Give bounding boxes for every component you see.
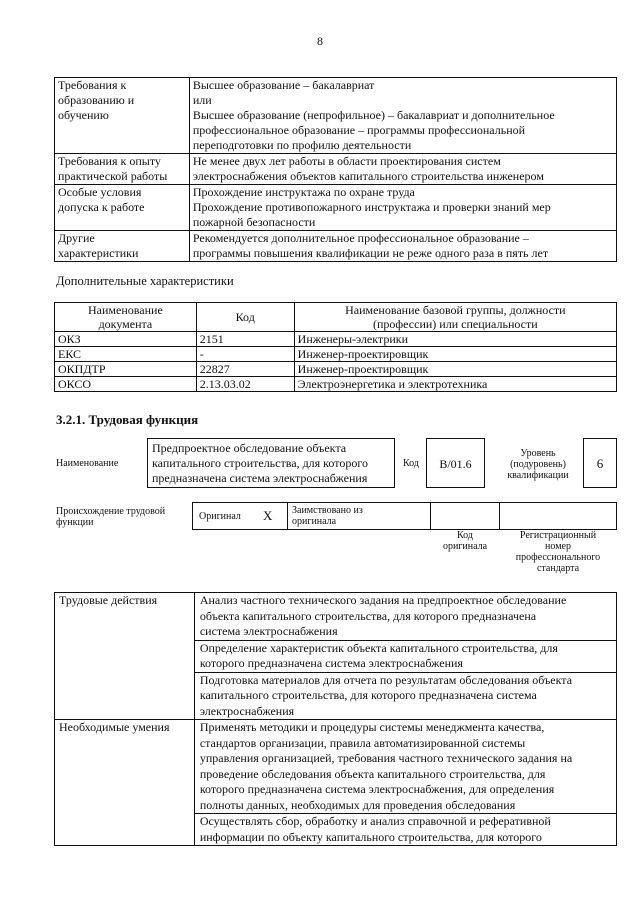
requirement-value-line: Рекомендуется дополнительное профессиональное образование – bbox=[192, 231, 529, 245]
work-skill-line: стандартов организации, правила автоматизированной системы bbox=[199, 735, 526, 750]
requirement-label-line: Требования к опыту bbox=[58, 154, 161, 168]
table-cell: 2.13.03.02 bbox=[196, 377, 294, 392]
work-skill-line: проведение обследования объекта капитального строительства, для bbox=[199, 766, 546, 781]
skills-label: Необходимые умения bbox=[55, 720, 195, 846]
table-cell: - bbox=[196, 347, 294, 362]
work-action-line: система электроснабжения bbox=[199, 624, 338, 638]
work-skill bbox=[194, 720, 616, 814]
table-row bbox=[55, 720, 617, 814]
work-action bbox=[194, 593, 616, 641]
requirement-value bbox=[189, 78, 616, 154]
additional-table bbox=[54, 302, 617, 392]
table-cell: 2151 bbox=[196, 332, 294, 347]
table-header-row bbox=[55, 303, 617, 332]
requirement-label-line: образованию и bbox=[58, 93, 135, 107]
origin-label-line: функции bbox=[56, 517, 94, 528]
work-skill-line: Применять методики и процедуры системы менеджмента качества, bbox=[199, 720, 545, 734]
origin-original-label: Оригинал bbox=[199, 511, 241, 522]
function-code-label: Код bbox=[403, 458, 419, 469]
table-cell: ЕКС bbox=[55, 347, 197, 362]
table-cell: Инженеры-электрики bbox=[294, 332, 616, 347]
work-skill bbox=[194, 814, 616, 846]
origin-original-mark: X bbox=[263, 508, 273, 523]
table-cell: Электроэнергетика и электротехника bbox=[294, 377, 616, 392]
origin-reg-caption-line: стандарта bbox=[536, 563, 580, 574]
origin-borrowed-line: Заимствовано из bbox=[292, 505, 363, 516]
function-name-box bbox=[147, 438, 395, 488]
column-header-line: Наименование базовой группы, должности bbox=[345, 303, 566, 317]
table-row bbox=[55, 231, 617, 262]
table-row bbox=[55, 78, 617, 154]
requirement-value-line: Прохождение инструктажа по охране труда bbox=[192, 185, 415, 199]
requirements-table bbox=[54, 77, 617, 262]
work-skill-line: управления организацией, требования частного технического задания на bbox=[199, 751, 573, 765]
column-header bbox=[294, 303, 616, 332]
requirement-value-line: пожарной безопасности bbox=[192, 215, 316, 229]
function-code-box bbox=[426, 438, 485, 488]
table-row bbox=[55, 377, 617, 392]
origin-original-box bbox=[192, 502, 288, 530]
actions-label: Трудовые действия bbox=[55, 593, 195, 720]
work-action-line: Анализ частного технического задания на предпроектное обследование bbox=[199, 593, 567, 607]
function-name-line: капитального строительства, для которого bbox=[152, 456, 368, 470]
origin-borrowed-box bbox=[287, 502, 431, 530]
origin-code-box bbox=[430, 502, 500, 530]
work-action bbox=[194, 640, 616, 672]
work-action-line: Подготовка материалов для отчета по результатам обследования объекта bbox=[199, 672, 573, 687]
requirement-value-line: Прохождение противопожарного инструктажа и проверки знаний мер bbox=[192, 200, 551, 214]
origin-label-line: Происхождение трудовой bbox=[56, 506, 166, 517]
requirement-label-line: характеристики bbox=[58, 246, 139, 260]
requirement-label bbox=[55, 154, 190, 185]
level-label bbox=[498, 448, 578, 481]
requirement-value bbox=[189, 154, 616, 185]
level-label-line: квалификации bbox=[507, 470, 569, 481]
requirement-value bbox=[189, 231, 616, 262]
work-action-line: Определение характеристик объекта капитального строительства, для bbox=[199, 640, 558, 655]
origin-reg-caption bbox=[499, 530, 617, 574]
column-header-line: Наименование bbox=[88, 303, 163, 317]
table-cell: ОКЗ bbox=[55, 332, 197, 347]
function-name-label: Наименование bbox=[56, 458, 119, 469]
additional-title: Дополнительные характеристики bbox=[56, 274, 234, 288]
page-number: 8 bbox=[317, 34, 323, 48]
table-cell: ОКСО bbox=[55, 377, 197, 392]
level-label-line: Уровень bbox=[520, 448, 556, 459]
requirement-value-line: Высшее образование (непрофильное) – бакалавриат и дополнительное bbox=[192, 108, 555, 122]
origin-code-caption bbox=[430, 530, 500, 552]
table-row bbox=[55, 362, 617, 377]
table-row bbox=[55, 185, 617, 231]
column-header bbox=[196, 303, 294, 332]
requirement-label bbox=[55, 231, 190, 262]
requirement-label-line: Особые условия bbox=[58, 185, 142, 199]
table-cell: ОКПДТР bbox=[55, 362, 197, 377]
requirement-label-line: Требования к bbox=[58, 78, 127, 92]
origin-reg-caption-line: Регистрационный bbox=[519, 530, 597, 541]
table-cell: Инженер-проектировщик bbox=[294, 362, 616, 377]
requirement-label-line: допуска к работе bbox=[58, 200, 145, 214]
origin-borrowed-line: оригинала bbox=[292, 516, 337, 527]
requirement-value-line: Высшее образование – бакалавриат bbox=[192, 78, 375, 92]
work-action-line: которого предназначена система электроснабжения bbox=[199, 656, 463, 670]
column-header-line: (профессии) или специальности bbox=[372, 317, 538, 331]
table-cell: Инженер-проектировщик bbox=[294, 347, 616, 362]
origin-code-caption-line: Код bbox=[457, 530, 473, 541]
requirement-label-line: обучению bbox=[58, 108, 109, 122]
section-title: 3.2.1. Трудовая функция bbox=[56, 412, 199, 427]
requirement-value-line: программы повышения квалификации не реже одного раза в пять лет bbox=[192, 246, 549, 260]
table-cell: 22827 bbox=[196, 362, 294, 377]
requirement-label bbox=[55, 185, 190, 231]
work-skill-line: Осуществлять сбор, обработку и анализ справочной и реферативной bbox=[199, 814, 551, 828]
requirement-value bbox=[189, 185, 616, 231]
column-header-line: документа bbox=[98, 317, 153, 331]
requirement-value-line: профессиональное образование – программы профессиональной bbox=[192, 123, 526, 137]
table-row bbox=[55, 332, 617, 347]
requirement-label bbox=[55, 78, 190, 154]
work-skill-line: полноты данных, необходимых для проведения обследования bbox=[199, 797, 516, 812]
requirement-value-line: или bbox=[192, 93, 212, 107]
work-action bbox=[194, 672, 616, 720]
requirement-value-line: электроснабжения объектов капитального строительства инженером bbox=[192, 169, 544, 183]
table-row bbox=[55, 347, 617, 362]
function-code-value: B/01.6 bbox=[439, 457, 472, 471]
column-header bbox=[55, 303, 197, 332]
level-label-line: (подуровень) bbox=[510, 459, 566, 470]
level-value: 6 bbox=[596, 456, 604, 471]
level-box bbox=[583, 438, 617, 488]
work-skill-line: информации по объекту капитального строительства, для которого bbox=[199, 829, 542, 844]
requirement-label-line: Другие bbox=[58, 231, 95, 245]
table-row bbox=[55, 154, 617, 185]
function-name-line: Предпроектное обследование объекта bbox=[152, 441, 347, 455]
work-skill-line: которого предназначена система электроснабжения, для определения bbox=[199, 782, 555, 796]
column-header-line: Код bbox=[235, 310, 255, 324]
table-row bbox=[55, 593, 617, 641]
function-name-line: предназначена система электроснабжения bbox=[152, 471, 368, 485]
requirement-value-line: Не менее двух лет работы в области проектирования систем bbox=[192, 154, 501, 168]
origin-reg-caption-line: профессионального bbox=[515, 552, 601, 563]
work-action-line: капитального строительства, для которого предназначена система bbox=[199, 688, 537, 702]
work-action-line: электроснабжения bbox=[199, 703, 295, 718]
work-action-line: объекта капитального строительства, для которого предназначена bbox=[199, 608, 537, 623]
origin-code-caption-line: оригинала bbox=[442, 541, 488, 552]
origin-label bbox=[56, 506, 165, 528]
origin-reg-box bbox=[499, 502, 617, 530]
requirement-label-line: практической работы bbox=[58, 169, 168, 183]
origin-reg-caption-line: номер bbox=[545, 541, 571, 552]
requirement-value-line: переподготовки по профилю деятельности bbox=[192, 138, 412, 152]
work-table bbox=[54, 592, 617, 846]
